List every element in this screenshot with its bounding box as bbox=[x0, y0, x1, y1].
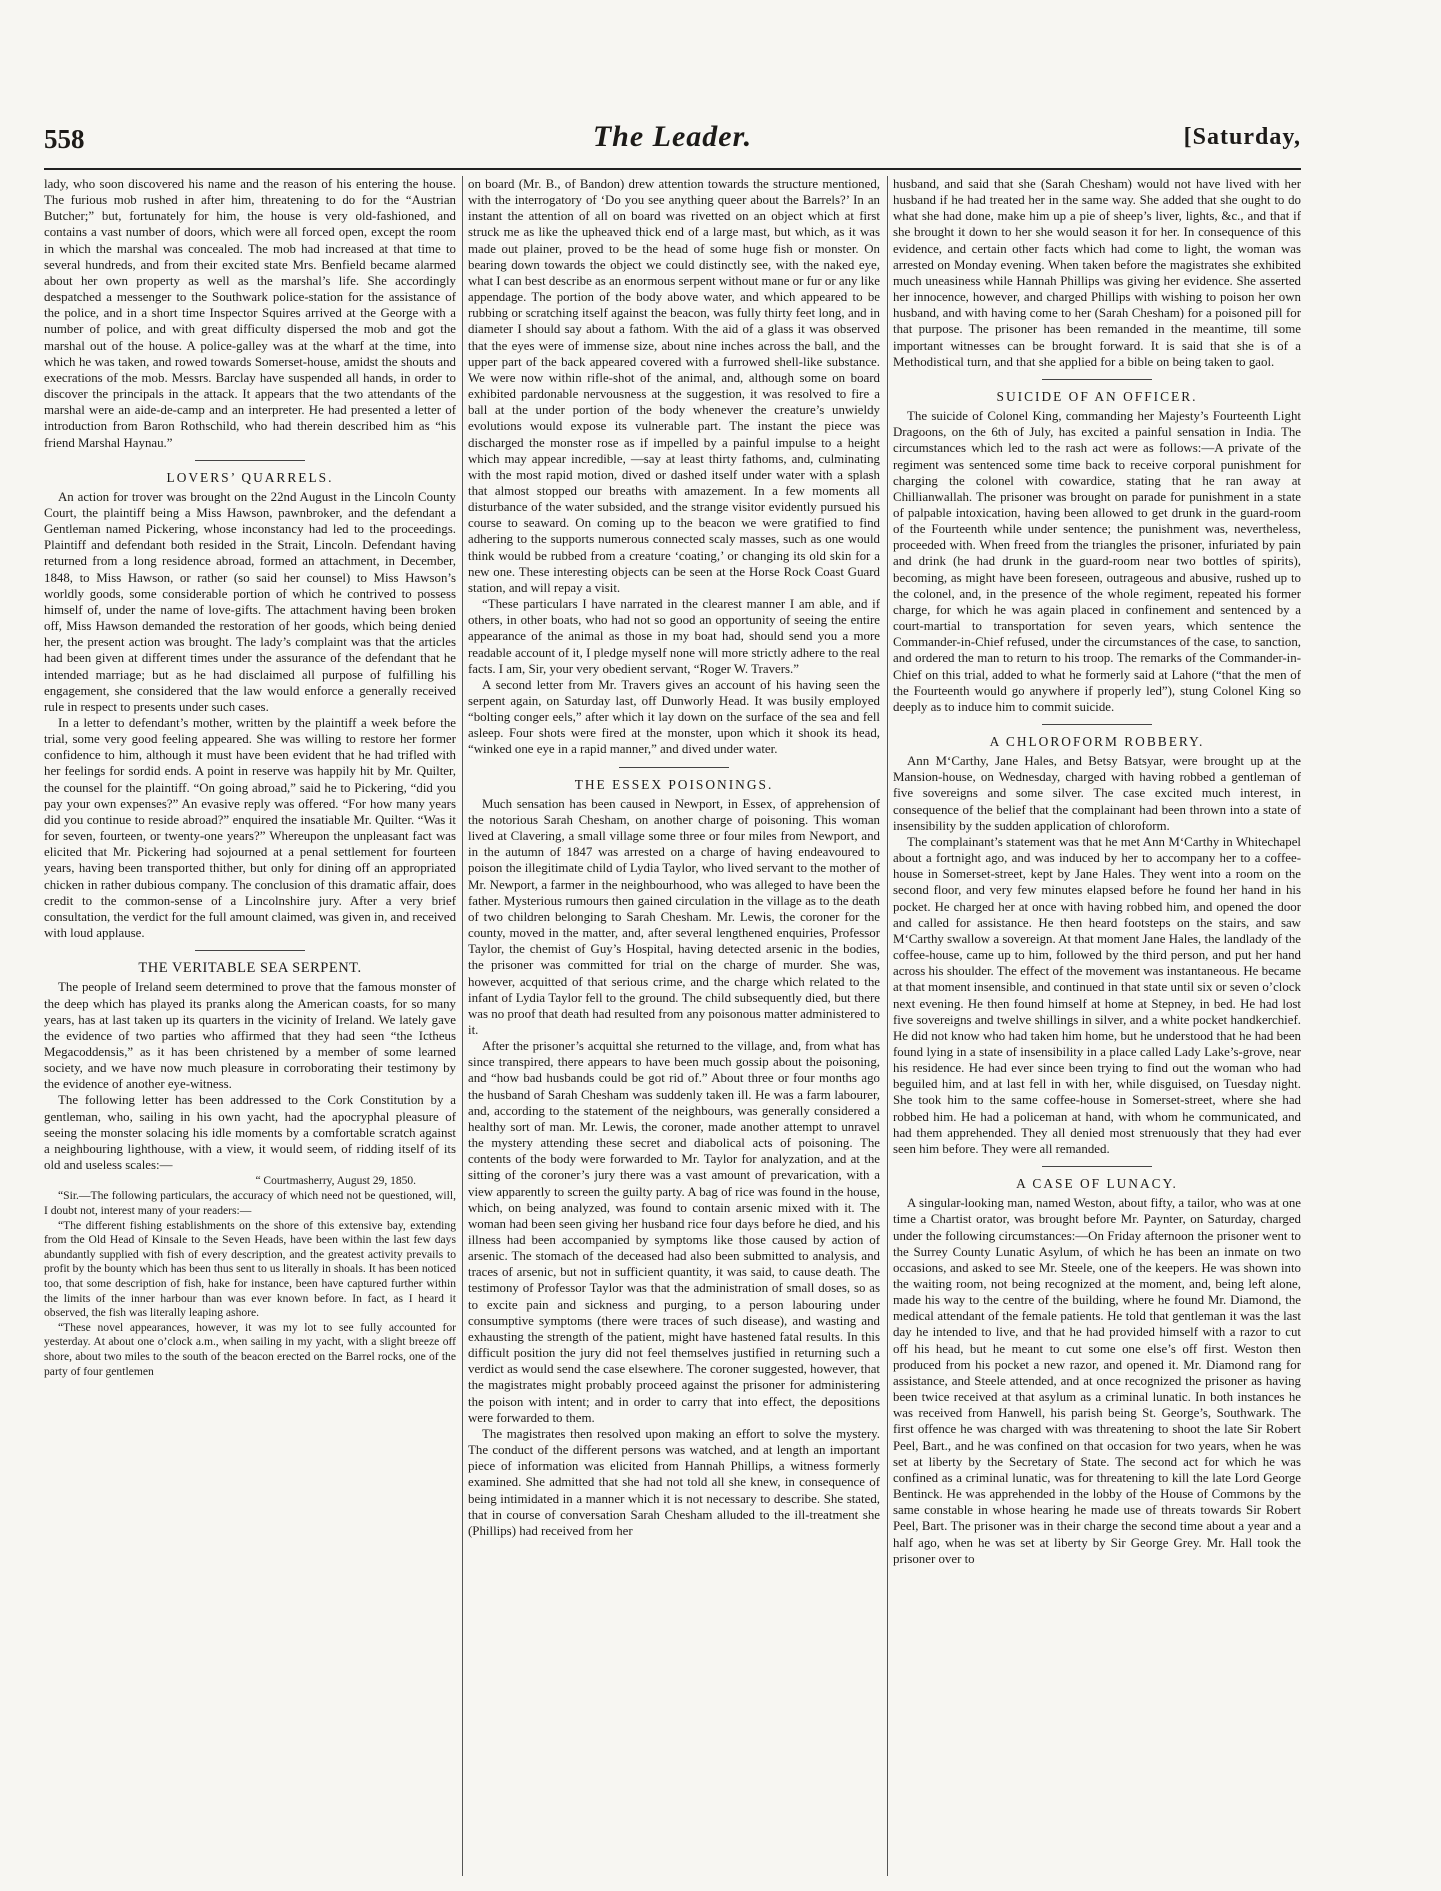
column-divider bbox=[887, 176, 888, 1876]
article-paragraph: The magistrates then resolved upon making an effort to solve the mystery. The conduct of the different persons was watched, and at length an important piece of information was elicited from Hannah Phillips, a witness formerly examined. She admitted that she had not told all she knew, in consequence of being intimidated in a manner which it is not necessary to describe. She stated, that in course of conversation Sarah Chesham alluded to the ill-treatment she (Phillips) had received from her bbox=[468, 1426, 880, 1538]
letter-paragraph: “Sir.—The following particulars, the accuracy of which need not be questioned, will, I doubt not, interest many of your readers:— bbox=[44, 1189, 456, 1217]
article-heading-suicide-officer: SUICIDE OF AN OFFICER. bbox=[996, 388, 1198, 404]
section-rule bbox=[619, 767, 729, 768]
column-3 bbox=[893, 176, 1301, 1876]
article-heading-case-of-lunacy: A CASE OF LUNACY. bbox=[1016, 1176, 1178, 1192]
section-rule bbox=[195, 950, 305, 951]
article-paragraph: “These particulars I have narrated in the clearest manner I am able, and if others, in other boats, who had not so good an opportunity of seeing the entire appearance of the animal as those in my boat had, should send you a more readable account of it, I pledge myself none will more strictly adhere to the real facts. I am, Sir, your very obedient servant, “Roger W. Travers.” bbox=[468, 597, 880, 676]
section-rule bbox=[195, 460, 305, 461]
article-paragraph: The people of Ireland seem determined to prove that the famous monster of the deep which has played its pranks along the American coasts, for so many years, has at last taken up its quarters in the vicinity of Ireland. We lately gave the evidence of two parties who affirmed that they had seen “the Ictheus Megacoddensis,” as it has been christened by a member of some learned society, and we have now much pleasure in corroborating their testimony by the evidence of another eye-witness. bbox=[44, 980, 456, 1092]
page-number: 558 bbox=[44, 124, 85, 154]
header-rule bbox=[44, 168, 1301, 170]
section-rule bbox=[1042, 379, 1152, 380]
article-heading-lovers-quarrels: LOVERS’ QUARRELS. bbox=[166, 469, 334, 485]
article-paragraph: lady, who soon discovered his name and the reason of his entering the house. The furious mob rushed in after him, threatening to do for the “Austrian Butcher;” but, fortunately for him, the house is very old-fashioned, and contains a vast number of doors, which were all forced open, except the room in which the marshal was concealed. The mob had increased at that time to several hundreds, and from their excited state Mrs. Benfield became alarmed about her own property as well as the marshal’s life. She accordingly despatched a messenger to the Southwark police-station for the assistance of the police, and in a short time Inspector Squires arrived at the George with a number of police, and with great difficulty dispersed the mob and got the marshal out of the house. A police-galley was at the wharf at the time, into which he was taken, and rowed towards Somerset-house, amidst the shouts and execrations of the mob. Messrs. Barclay have suspended all hands, in order to discover the principals in the attack. It appears that the two attendants of the marshal were an aide-de-camp and an interpreter. He had presented a letter of introduction from Baron Rothschild, who had therein described him as “his friend Marshal Haynau.” bbox=[44, 177, 456, 450]
article-paragraph: The complainant’s statement was that he met Ann M‘Carthy in Whitechapel about a fortnight ago, and was induced by her to accompany her to a coffee-house in Somerset-street, kept by Jane Hales. They went into a room on the second floor, and very few minutes elapsed before he found her hand in his pocket. He charged her at once with having robbed him, and opened the door and called for assistance. He then heard footsteps on the stairs, and saw M‘Carthy swallow a sovereign. At that moment Jane Hales, the landlady of the coffee-house, came up to him, followed by the third person, and put her hand across his shoulder. The effect of the movement was instantaneous. He became at that moment insensible, and continued in that state until six or seven o’clock next evening. He then found himself at home at Stepney, in bed. He had lost five sovereigns and twelve shillings in silver, and a white pocket handkerchief. He did not know who had taken him home, but he understood that he had been found lying in a state of insensibility in a place called Lady Lake’s-grove, near his residence. He had ever since been trying to find out the woman who had beguiled him, and at last fell in with her, while disguised, on Tuesday night. She took him to the same coffee-house in Somerset-street, where she had robbed him. He had a policeman at hand, with whom he communicated, and had them apprehended. They all denied most strenuously that they had ever seen him before. They were all remanded. bbox=[893, 834, 1301, 1156]
masthead-title: The Leader. bbox=[592, 120, 753, 153]
article-paragraph: on board (Mr. B., of Bandon) drew attention towards the structure mentioned, with the interrogatory of ‘Do you see anything queer about the Barrels?’ In an instant the attention of all on board was rivetted on an object which at first struck me as like the upheaved thick end of a large mast, but which, as it was made out plainer, proved to be the head of some huge fish or monster. On bearing down towards the object we could distinctly see, with the naked eye, what I can best describe as an enormous serpent without mane or fur or any like appendage. The portion of the body above water, and which appeared to be rubbing or scratching itself against the beacon, was fully thirty feet long, and in diameter I should say about a fathom. With the aid of a glass it was observed that the eyes were of immense size, about nine inches across the ball, and the upper part of the back appeared covered with a furrowed shell-like substance. We were now within rifle-shot of the animal, and, although some on board exhibited pardonable nervousness at the suggestion, it was resolved to fire a ball at the under portion of the body whenever the creature’s unwieldy evolutions would expose its vulnerable part. The instant the piece was discharged the monster rose as if impelled by a painful impulse to a height which may appear incredible, —say at least thirty fathoms, and, culminating with the most rapid motion, dived or dashed itself under water with a splash that almost stopped our breaths with amazement. In a few moments all disturbance of the water subsided, and the strange visitor evidently pursued his course to seaward. On coming up to the beacon we were gratified to find adhering to the supports numerous connected scaly masses, such as one would think would be rubbed from a creature ‘coating,’ or changing its old skin for a new one. These interesting objects can be seen at the Horse Rock Coast Guard station, and will repay a visit. bbox=[468, 177, 880, 595]
column-divider bbox=[462, 176, 463, 1876]
article-paragraph: Ann M‘Carthy, Jane Hales, and Betsy Batsyar, were brought up at the Mansion-house, on Wednesday, charged with having robbed a gentleman of five sovereigns and some silver. The case excited much interest, in consequence of the belief that the complainant had been thrown into a state of insensibility by the sudden application of chloroform. bbox=[893, 754, 1301, 833]
letter-paragraph: “These novel appearances, however, it was my lot to see fully accounted for yesterday. At about one o’clock a.m., when sailing in my yacht, with a slight breeze off shore, about two miles to the south of the beacon erected on the Barrel rocks, one of the party of four gentlemen bbox=[44, 1320, 456, 1378]
article-paragraph: Much sensation has been caused in Newport, in Essex, of apprehension of the notorious Sarah Chesham, on another charge of poisoning. This woman lived at Clavering, a small village some three or four miles from Newport, and in the autumn of 1847 was arrested on a charge of having endeavoured to poison the illegitimate child of Lydia Taylor, who lived servant to the mother of Mr. Newport, a farmer in the neighbourhood, who was alleged to have been the father. Mysterious rumours then gained circulation in the village as to the death of two children belonging to Sarah Chesham. Mr. Lewis, the coroner for the county, moved in the matter, and, after several lengthened enquiries, Professor Taylor, the chemist of Guy’s Hospital, having detected arsenic in the bodies, the prisoner was committed for trial on the charge of murder. She was, however, acquitted of that serious crime, and the charge which related to the infant of Lydia Taylor fell to the ground. The child subsequently died, but there was no proof that death had resulted from any poisonous matter administered to it. bbox=[468, 796, 880, 1037]
article-heading-essex-poisonings: THE ESSEX POISONINGS. bbox=[574, 776, 774, 792]
column-2 bbox=[468, 176, 880, 1876]
page-header bbox=[44, 118, 1301, 168]
article-paragraph: An action for trover was brought on the 22nd August in the Lincoln County Court, the plaintiff being a Miss Hawson, pawnbroker, and the defendant a Gentleman named Pickering, whose inconstancy had led to the proceedings. Plaintiff and defendant both resided in the Strait, Lincoln. Defendant having returned from a long residence abroad, formed an attachment, in December, 1848, to Miss Hawson, or rather (so said her counsel) to Miss Hawson’s worldly goods, some considerable portion of which he contrived to possess himself of, under the name of love-gifts. The attachment having been broken off, Miss Hawson demanded the restoration of her goods, which being denied her, the present action was brought. The lady’s complaint was that the articles had been given at different times under the assurance of the defendant that he intended marriage; but as he had disclaimed all purpose of fulfilling his engagement, she considered that the law would enforce a generally received rule in respect to presents under such cases. bbox=[44, 489, 456, 714]
article-heading-sea-serpent: THE VERITABLE SEA SERPENT. bbox=[138, 960, 362, 977]
letter-dateline: “ Courtmasherry, August 29, 1850. bbox=[255, 1175, 416, 1188]
article-paragraph: In a letter to defendant’s mother, written by the plaintiff a week before the trial, some very good feeling appeared. She was willing to restore her former confidence to him, although it must have been evident that he had trifled with her feelings for sordid ends. A point in reserve was happily hit by Mr. Quilter, the counsel for the plaintiff. “On going abroad,” said he to Pickering, “did you pay your own expenses?” An evasive reply was offered. “For how many years did you continue to reside abroad?” enquired the insatiable Mr. Quilter. “Was it for seven, fourteen, or twenty-one years?” Whereupon the unpleasant fact was elicited that Mr. Pickering had sojourned at a penal settlement for fourteen years, having been transported thither, but only for dining off an appropriated chicken in rather dubious company. The conclusion of this dramatic affair, does credit to the common-sense of a Lincolnshire jury. After a very brief consultation, the verdict for the full amount claimed, was given in, and received with loud applause. bbox=[44, 716, 456, 941]
column-1 bbox=[44, 176, 456, 1876]
article-heading-chloroform-robbery: A CHLOROFORM ROBBERY. bbox=[989, 734, 1205, 749]
article-paragraph: husband, and said that she (Sarah Chesham) would not have lived with her husband if he had treated her in the same way. She added that she ought to do what she had done, make him up a pie of sheep’s liver, lights, &c., and that if she brought it down to her she would season it for her. In consequence of this evidence, and certain other facts which had come to light, the woman was arrested on Monday evening. When taken before the magistrates she exhibited much uneasiness while Hannah Phillips was giving her evidence. She asserted her innocence, however, and charged Phillips with wishing to poison her own husband, and with having come to her (Sarah Chesham) for a poisoned pill for that purpose. The prisoner has been remanded in the meantime, till some important witnesses can be brought forward. It is said that she is of a Methodistical turn, and that she applied for a bible on being taken to gaol. bbox=[893, 177, 1301, 369]
article-paragraph: The suicide of Colonel King, commanding her Majesty’s Fourteenth Light Dragoons, on the 6th of July, has excited a painful sensation in India. The circumstances which led to the rash act were as follows:—A private of the regiment was sentenced some time back to receive corporal punishment for charging the colonel with cowardice, stating that he ran away at Chillianwallah. The prisoner was brought on parade for punishment in a state of palpable intoxication, having been allowed to get drunk in the guard-room of the Fourteenth while under sentence; the punishment was, nevertheless, proceeded with. When freed from the triangles the prisoner, infuriated by pain and drink (he had drunk in the guard-room near two bottles of spirits), becoming, as might have been foreseen, outrageous and abusive, rushed up to the colonel, and, in the presence of the whole regiment, repeated his former charge, for which he was again placed in confinement and sentenced by a court-martial to transportation for seven years, which sentence the Commander-in-Chief refused, under the circumstances of the case, to sanction, and ordered the man to return to his troop. The remarks of the Commander-in-Chief on this trial, added to what he formerly said at Lahore (“that the men of the Fourteenth would go anywhere if properly led”), stung Colonel King so deeply as to induce him to commit suicide. bbox=[893, 409, 1301, 714]
article-paragraph: A singular-looking man, named Weston, about fifty, a tailor, who was at one time a Chartist orator, was brought before Mr. Paynter, on Saturday, charged under the following circumstances:—On Friday afternoon the prisoner went to the Surrey County Lunatic Asylum, of which he has been an inmate on two occasions, and asked to see Mr. Steele, one of the keepers. He was shown into the waiting room, not being recognized at the moment, and, being left alone, made his way to the centre of the building, where he found Mr. Diamond, the medical attendant of the female patients. He told that gentleman it was the last day he intended to live, and that he had provided himself with a razor to cut off his head, but he meant to cut some one else’s off first. Weston then produced from his pocket a new razor, and opened it. Mr. Diamond rang for assistance, and Steele attended, and at once recognized the prisoner as having been twice received at that asylum as a criminal lunatic. In both instances he was received from Hanwell, his parish being St. George’s, Southwark. The first offence he was charged with was threatening to shoot the late Sir Robert Peel, Bart., and he was confined on that occasion for two years, when he was set at liberty by the Secretary of State. The second act for which he was confined as a criminal lunatic, was for threatening to kill the late Lord George Bentinck. He was apprehended in the lobby of the House of Commons by the same constable in whose hearing he made use of threats towards Sir Robert Peel, Bart. The prisoner was in their charge the second time about a year and a half ago, when he was set at liberty by Sir George Grey. Mr. Hall took the prisoner over to bbox=[893, 1196, 1301, 1566]
article-paragraph: The following letter has been addressed to the Cork Constitution by a gentleman, who, sailing in his own yacht, had the apocryphal pleasure of seeing the monster solacing his idle moments by a comfortable scratch against a neighbouring lighthouse, with a view, it would seem, of ridding itself of its old and useless scales:— bbox=[44, 1093, 456, 1173]
article-paragraph: After the prisoner’s acquittal she returned to the village, and, from what has since transpired, there appears to have been much gossip about the poisoning, and “how bad husbands could be got rid of.” About three or four months ago the husband of Sarah Chesham was suddenly taken ill. He was a farm labourer, and, according to the statement of the neighbours, was generally considered a healthy sort of man. Mr. Lewis, the coroner, made another attempt to unravel the mystery attending these secret and diabolical acts of poisoning. The contents of the body were forwarded to Mr. Taylor for analyzation, and at the sitting of the coroner’s jury there was a vast amount of prevarication, with a view apparently to screen the guilty party. A bag of rice was found in the house, which, on being analyzed, was found to contain arsenic mixed with it. The woman had been seen giving her husband rice four days before he died, and his illness had been accompanied by symptoms like those caused by action of arsenic. The stomach of the deceased had also been submitted to analysis, and traces of arsenic, but not in sufficient quantity, it was said, to cause death. The testimony of Professor Taylor was that the administration of small doses, so as to excite pain and sickness and purging, to a person labouring under consumptive symptoms (there were traces of such disease), and wasting and exhausting the strength of the patient, might have hastened fatal results. In this difficult position the jury did not feel themselves justified in returning such a verdict as would send the case elsewhere. The coroner suggested, however, that the magistrates might probably proceed against the prisoner for administering the poison with intent; and in order to carry that into effect, the depositions were forwarded to them. bbox=[468, 1039, 880, 1425]
article-paragraph: A second letter from Mr. Travers gives an account of his having seen the serpent again, on Saturday last, off Dunworly Head. It was busily employed “bolting conger eels,” after which it lay down on the surface of the sea and fell asleep. Four shots were fired at the monster, upon which it shook its head, “winked one eye in a rapid manner,” and dived under water. bbox=[468, 677, 880, 757]
issue-day: [Saturday, bbox=[1183, 124, 1301, 150]
letter-paragraph: “The different fishing establishments on the shore of this extensive bay, extending from the Old Head of Kinsale to the Seven Heads, have been within the last few days abundantly supplied with fish of every description, and the greatest activity prevails to profit by the bounty which has been thus sent to us literally in shoals. It has been noticed too, that some description of fish, hake for instance, been have captured further within the limits of the inner harbour than was ever known before. In fact, as I heard it observed, the fish was literally leaping ashore. bbox=[44, 1218, 456, 1320]
section-rule bbox=[1042, 1166, 1152, 1167]
section-rule bbox=[1042, 724, 1152, 725]
